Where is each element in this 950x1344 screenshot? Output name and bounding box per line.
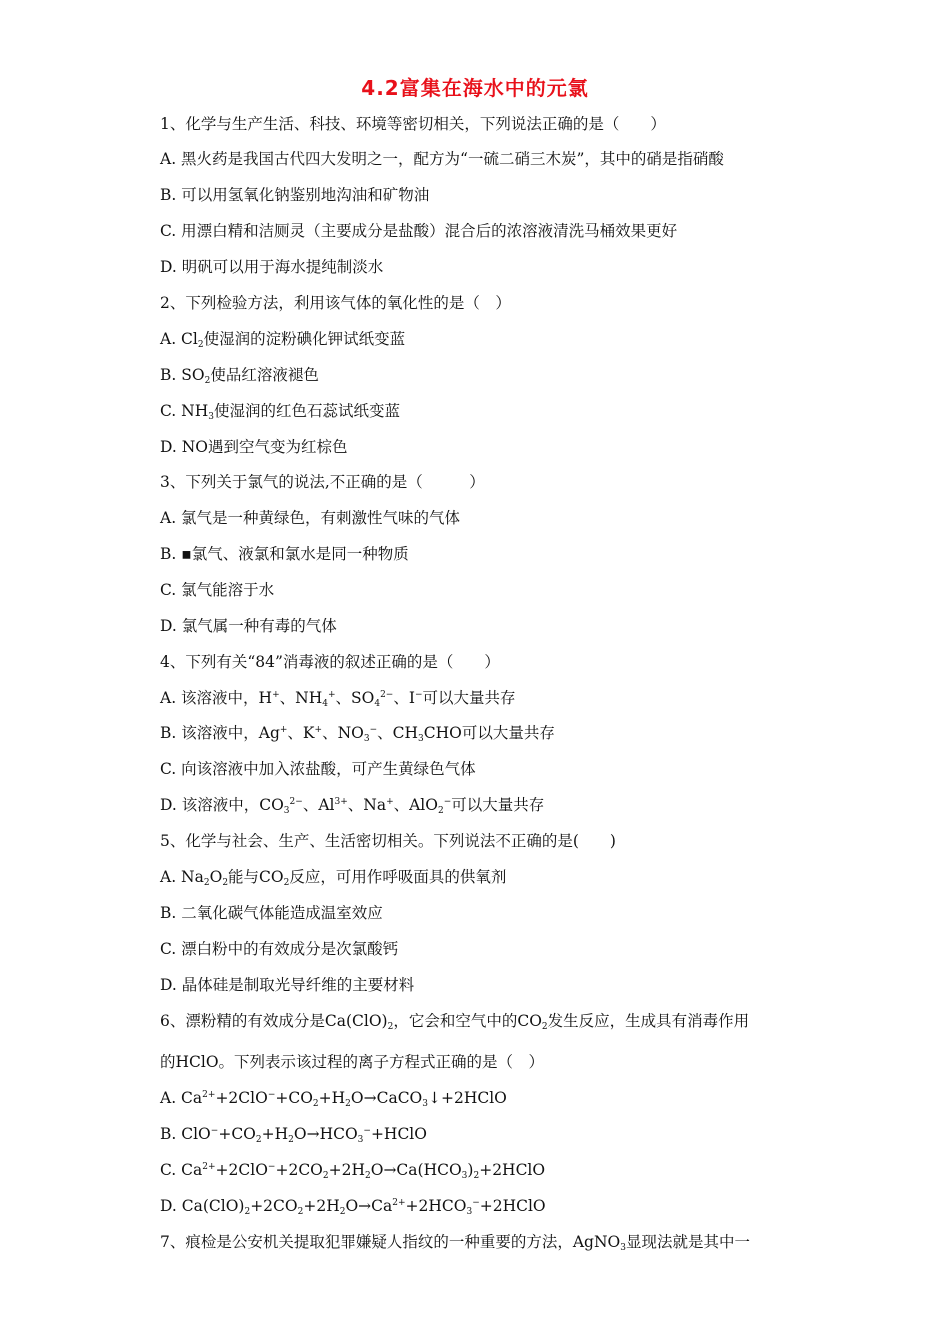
option-line: D. 氯气属一种有毒的气体 [160,617,337,635]
option-line: C. 漂白粉中的有效成分是次氯酸钙 [160,940,399,958]
option-line: A. $Ca^{2+}+2ClO^-+CO_2+H_2O\to CaCO_3↓+2HClO$ [160,1089,507,1109]
question-line: 4、下列有关“84”消毒液的叙述正确的是（ ） [160,653,500,671]
option-line: B. 该溶液中，Ag+、K+、$NO_3^-$、$CH_3CHO$可以大量共存 [160,724,555,744]
option-line: B. ▪氯气、液氯和氯水是同一种物质 [160,545,409,563]
option-line: A. 该溶液中，H+、$NH_4^+$、$SO_4^{2-}$、I−可以大量共存 [160,689,516,709]
option-line: C. $Ca^{2+}+2ClO^-+2CO_2+2H_2O\to Ca(HCO_3)_2+2HClO$ [160,1161,546,1181]
question-line: 5、化学与社会、生产、生活密切相关。下列说法不正确的是( ) [160,832,616,850]
option-line: A. 氯气是一种黄绿色，有刺激性气味的气体 [160,509,461,527]
option-line: D. $Ca(ClO)_2+2CO_2+2H_2O\to Ca^{2+}+2HCO_3^-+2HClO$ [160,1197,546,1217]
option-line: B. $ClO^-+CO_2+H_2O\to HCO_3^-+HClO$ [160,1125,427,1145]
option-line: D. 明矾可以用于海水提纯制淡水 [160,258,384,276]
option-line: A. $Na_2O_2$能与$CO_2$反应，可用作呼吸面具的供氧剂 [160,868,507,888]
option-line: B. 可以用氢氧化钠鉴别地沟油和矿物油 [160,186,430,204]
option-line: A. 黑火药是我国古代四大发明之一，配方为“一硫二硝三木炭”，其中的硝是指硝酸 [160,150,724,168]
option-line: A. $Cl_2$使湿润的淀粉碘化钾试纸变蓝 [160,330,406,350]
question-line: 6、漂粉精的有效成分是$Ca(ClO)_2$，它会和空气中的$CO_2$发生反应，生成具有消毒作用 [160,1012,750,1032]
question-line: 的HClO。下列表示该过程的离子方程式正确的是（ ） [160,1053,545,1071]
option-line: C. 向该溶液中加入浓盐酸，可产生黄绿色气体 [160,760,476,778]
question-line: 3、下列关于氯气的说法,不正确的是（ ） [160,473,485,491]
option-line: C. 用漂白精和洁厕灵（主要成分是盐酸）混合后的浓溶液清洗马桶效果更好 [160,222,678,240]
question-line: 1、化学与生产生活、科技、环境等密切相关，下列说法正确的是（ ） [160,115,666,133]
option-line: D. 晶体硅是制取光导纤维的主要材料 [160,976,415,994]
page-title: 4.2富集在海水中的元氯 [361,76,589,100]
option-line: B. $SO_2$使品红溶液褪色 [160,366,319,386]
option-line: D. NO遇到空气变为红棕色 [160,438,348,456]
option-line: D. 该溶液中，$CO_3^{2-}$、$Al^{3+}$、Na+、AlO$_2$−可以大量共存 [160,796,545,816]
option-line: C. $NH_3$使湿润的红色石蕊试纸变蓝 [160,402,400,422]
question-line: 7、痕检是公安机关提取犯罪嫌疑人指纹的一种重要的方法，AgNO$_3$显现法就是其中一 [160,1233,750,1253]
question-line: 2、下列检验方法，利用该气体的氧化性的是（ ） [160,294,511,312]
option-line: B. 二氧化碳气体能造成温室效应 [160,904,383,922]
option-line: C. 氯气能溶于水 [160,581,275,599]
